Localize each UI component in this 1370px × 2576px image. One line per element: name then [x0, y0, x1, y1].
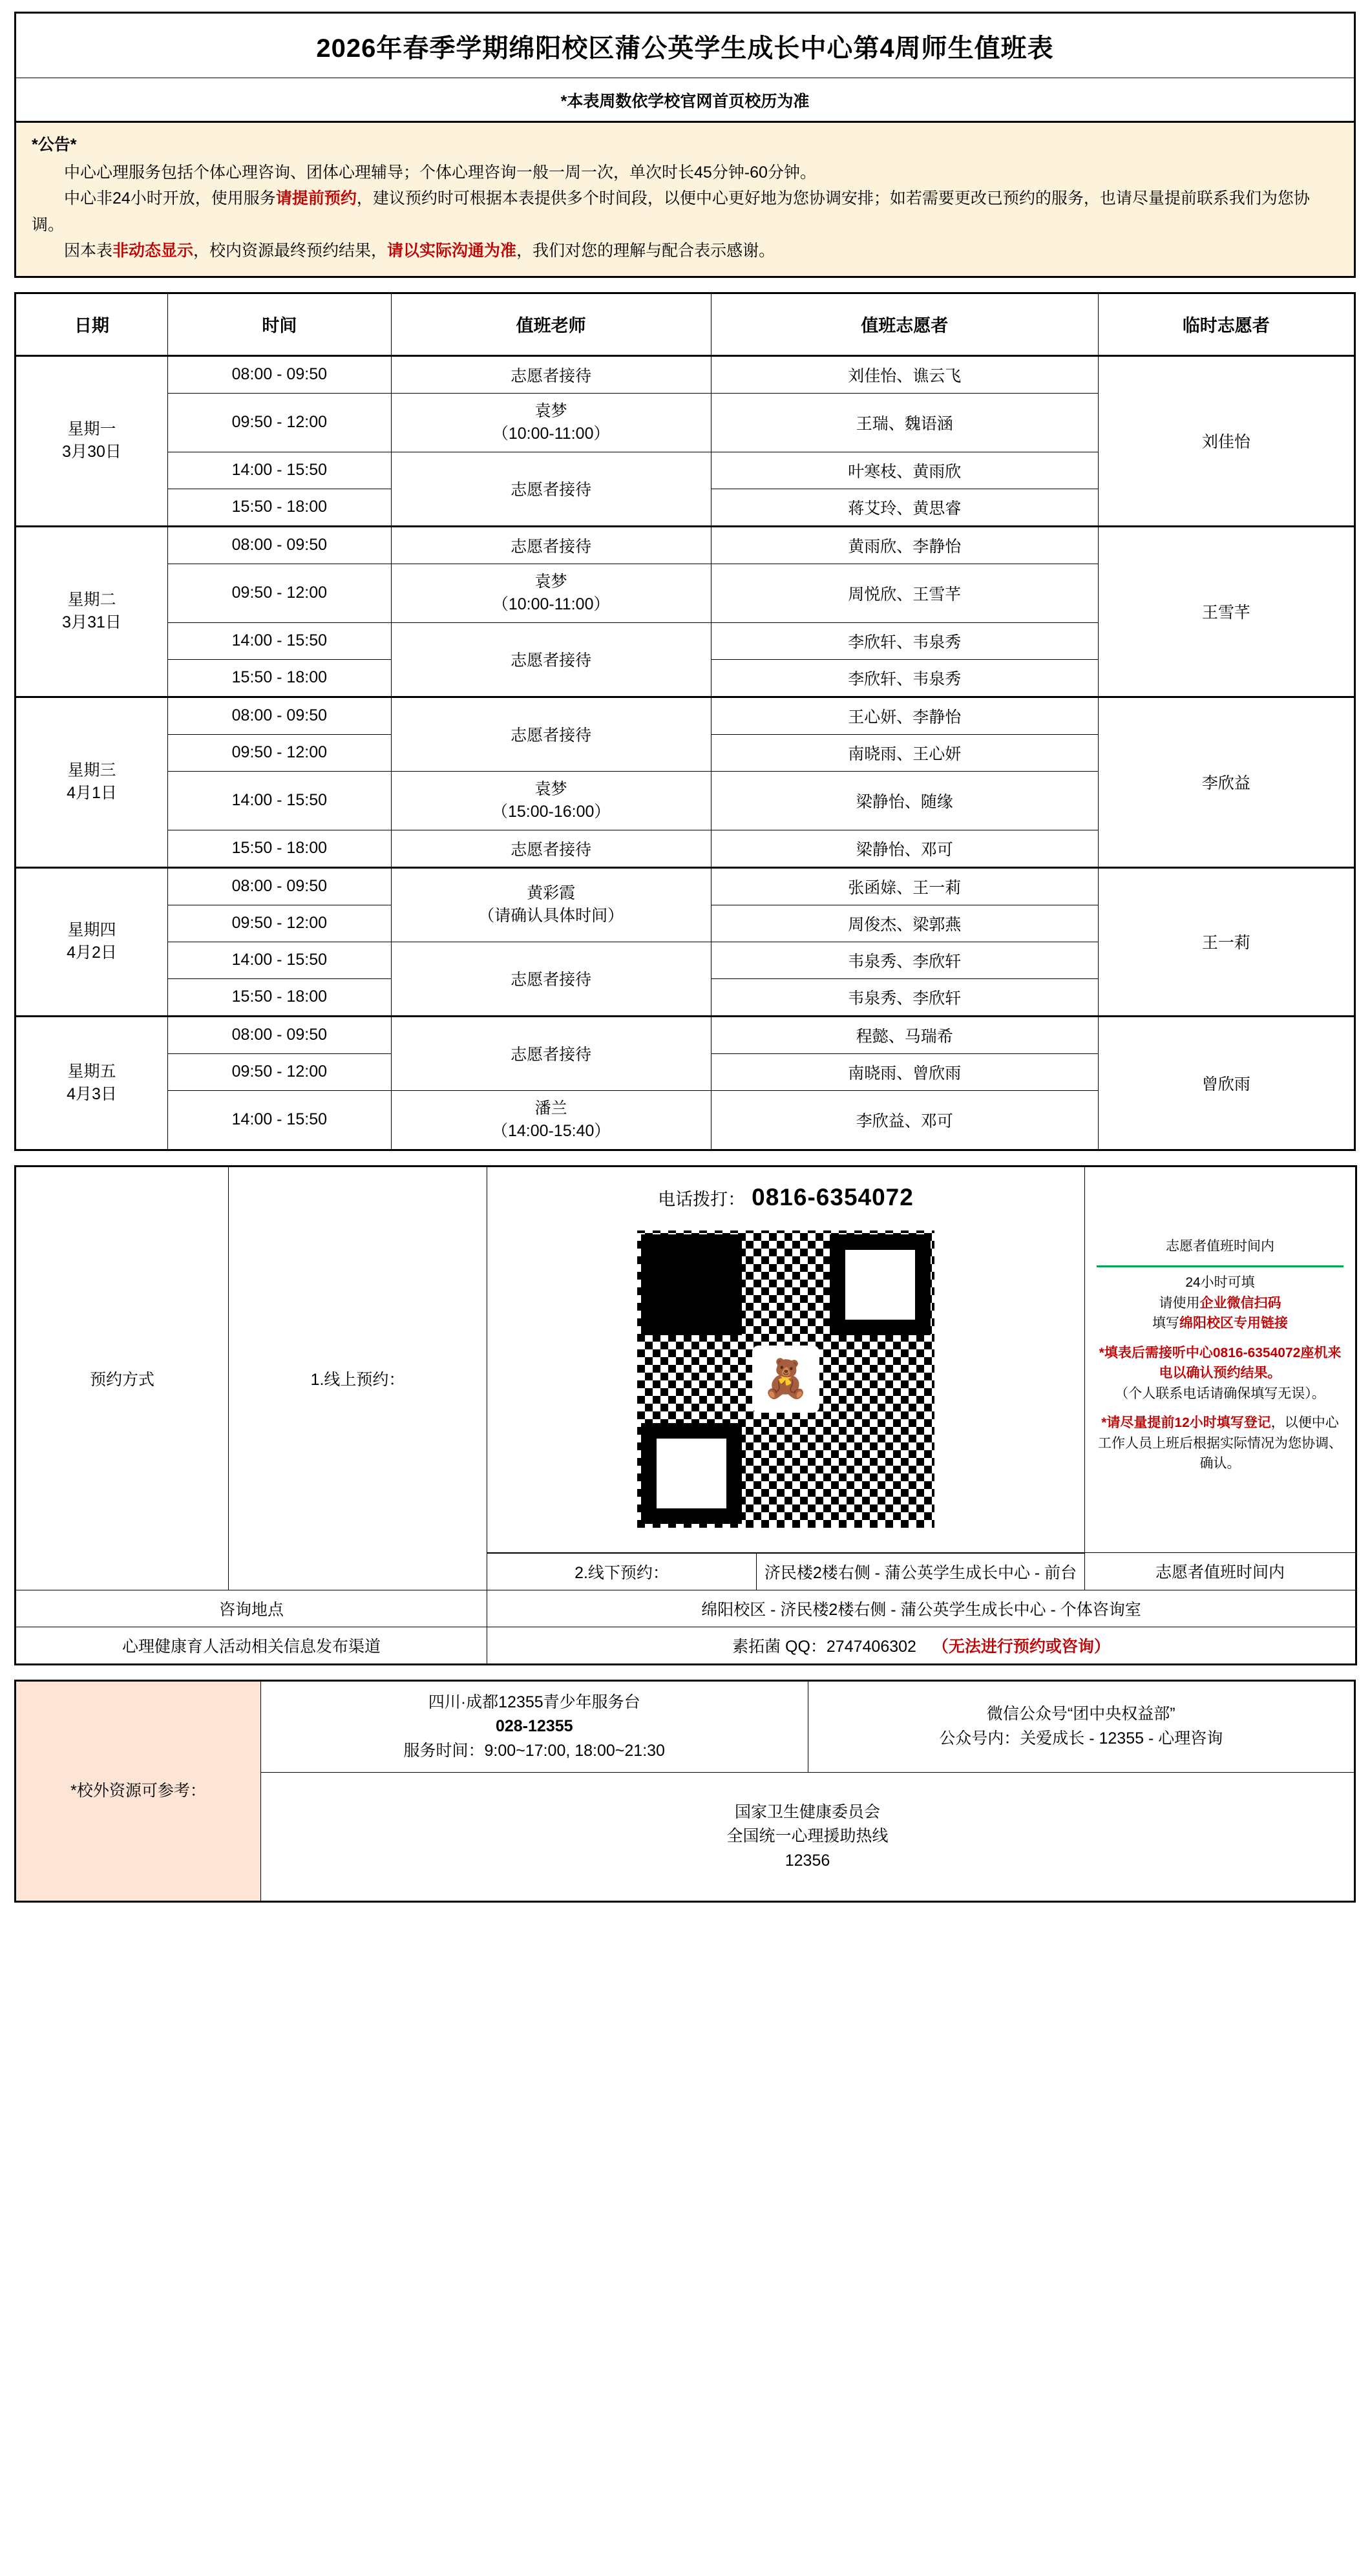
note-wechat-scan [1097, 1293, 1344, 1314]
temp-volunteer-cell: 刘佳怡 [1098, 355, 1354, 526]
advance-notice-red: *请尽量提前12小时填写登记 [1101, 1415, 1271, 1430]
table-row [16, 1680, 1355, 1773]
volunteer-cell: 李欣轩、韦泉秀 [711, 659, 1098, 697]
teacher-cell: 志愿者接待 [391, 452, 711, 526]
booking-online-row [16, 1166, 1356, 1552]
booking-table [14, 1165, 1357, 1665]
teacher-cell [391, 393, 711, 452]
teacher-name: 袁梦 [534, 572, 567, 591]
external-resources-table [14, 1680, 1356, 1903]
temp-volunteer-cell: 王一莉 [1098, 867, 1354, 1016]
teacher-cell: 志愿者接待 [391, 526, 711, 564]
col-header-volunteer: 值班志愿者 [711, 293, 1098, 355]
day-weekday: 星期五 [67, 1062, 116, 1081]
channel-warning: （无法进行预约或咨询） [932, 1637, 1110, 1656]
note-24h: 24小时可填 [1185, 1275, 1255, 1290]
time-slot: 15:50 - 18:00 [168, 830, 392, 867]
notice-line-1-text: 中心心理服务包括个体心理咨询、团体心理辅导；个体心理咨询一般一周一次，单次时长45分钟-60分钟。 [64, 163, 816, 182]
temp-volunteer-cell: 王雪芊 [1098, 526, 1354, 697]
divider-green [1097, 1265, 1344, 1267]
resource-wechat-line2: 公众号内：关爱成长 - 12355 - 心理咨询 [939, 1729, 1223, 1747]
col-header-temp-volunteer: 临时志愿者 [1098, 293, 1354, 355]
time-slot: 08:00 - 09:50 [168, 697, 392, 734]
day-weekday: 星期二 [67, 591, 116, 609]
volunteer-cell: 南晓雨、曾欣雨 [711, 1053, 1098, 1090]
volunteer-cell: 张函媇、王一莉 [711, 867, 1098, 905]
address-row [16, 1590, 1356, 1627]
table-row [487, 1553, 1084, 1590]
day-weekday: 星期三 [67, 761, 116, 779]
day-date: 3月30日 [62, 443, 121, 461]
time-slot: 15:50 - 18:00 [168, 659, 392, 697]
resource-national-number: 12356 [785, 1851, 830, 1870]
teacher-time-note: （14:00-15:40） [491, 1121, 611, 1140]
resource-national-line1: 国家卫生健康委员会 [734, 1802, 880, 1821]
online-booking-label: 1.线上预约： [229, 1166, 487, 1590]
time-slot: 15:50 - 18:00 [168, 489, 392, 526]
notice-line-2b: ，建议预约时可根据本表提供多个时间段，以便中心更好地为您协调安排；如若需要更改已预约的服务，也请尽量提前联系我们为您协调。 [32, 189, 1310, 234]
resource-12355-phone: 028-12355 [495, 1717, 573, 1735]
notice-line-2 [32, 185, 1338, 238]
day-label-fri [16, 1016, 168, 1150]
table-row [16, 1016, 1355, 1053]
page-title: 2026年春季学期绵阳校区蒲公英学生成长中心第4周师生值班表 [316, 34, 1054, 63]
volunteer-cell: 南晓雨、王心妍 [711, 734, 1098, 771]
day-label-thu [16, 867, 168, 1016]
teacher-time-note: （请确认具体时间） [478, 907, 624, 925]
channel-row [16, 1627, 1356, 1664]
volunteer-cell: 周悦欣、王雪芊 [711, 564, 1098, 622]
qr-finder-bottom-left [641, 1423, 742, 1524]
resource-wechat-cell [808, 1680, 1355, 1773]
day-date: 4月2日 [67, 944, 117, 962]
title-bar [14, 12, 1356, 78]
qr-center-logo-icon: 🧸 [752, 1346, 819, 1413]
teacher-cell: 志愿者接待 [391, 942, 711, 1016]
day-date: 4月1日 [67, 784, 117, 802]
day-date: 4月3日 [67, 1084, 117, 1103]
note-campus-link [1097, 1313, 1344, 1334]
col-header-teacher: 值班老师 [391, 293, 711, 355]
table-row [16, 526, 1355, 564]
notice-line-3a: 因本表 [64, 242, 113, 260]
note-campus-link-red: 绵阳校区专用链接 [1179, 1316, 1288, 1331]
subtitle-bar: *本表周数依学校官网首页校历为准 [14, 78, 1356, 121]
notice-block [14, 121, 1356, 278]
note-campus-link-a: 填写 [1152, 1316, 1179, 1331]
notice-line-3 [32, 238, 1338, 264]
teacher-cell [391, 564, 711, 622]
teacher-cell [391, 1090, 711, 1150]
volunteer-cell: 王心妍、李静怡 [711, 697, 1098, 734]
channel-label: 心理健康育人活动相关信息发布渠道 [16, 1627, 487, 1664]
wechat-qr-code[interactable] [628, 1221, 943, 1537]
teacher-cell: 志愿者接待 [391, 830, 711, 867]
teacher-name: 黄彩霞 [527, 884, 576, 902]
address-label: 咨询地点 [16, 1590, 487, 1627]
volunteer-cell: 韦泉秀、李欣轩 [711, 978, 1098, 1016]
external-resources-label: *校外资源可参考： [16, 1680, 261, 1902]
time-slot: 09:50 - 12:00 [168, 734, 392, 771]
time-slot: 14:00 - 15:50 [168, 942, 392, 978]
volunteer-cell: 李欣益、邓可 [711, 1090, 1098, 1150]
booking-label: 预约方式 [16, 1166, 229, 1590]
volunteer-cell: 王瑞、魏语涵 [711, 393, 1098, 452]
channel-value-cell [487, 1627, 1356, 1664]
time-slot: 08:00 - 09:50 [168, 1016, 392, 1053]
teacher-time-note: （15:00-16:00） [491, 802, 611, 821]
volunteer-cell: 梁静怡、随缘 [711, 771, 1098, 830]
qr-instructions [1097, 1272, 1344, 1334]
notice-line-3b: ，校内资源最终预约结果， [193, 242, 388, 260]
notice-line-3-highlight-2: 请以实际沟通为准 [387, 242, 517, 260]
volunteer-cell: 程懿、马瑞希 [711, 1016, 1098, 1053]
table-row [16, 867, 1355, 905]
volunteer-hours-note: 志愿者值班时间内 [1166, 1238, 1274, 1254]
teacher-name: 袁梦 [534, 779, 567, 798]
phone-prefix-label: 电话拨打： [658, 1189, 746, 1209]
confirm-call-red [1097, 1343, 1344, 1384]
notice-line-2a: 中心非24小时开放，使用服务 [64, 189, 276, 207]
offline-inner-table [487, 1553, 1084, 1590]
day-label-mon [16, 355, 168, 526]
volunteer-cell: 黄雨欣、李静怡 [711, 526, 1098, 564]
volunteer-cell: 梁静怡、邓可 [711, 830, 1098, 867]
resource-12355-line1: 四川·成都12355青少年服务台 [428, 1693, 640, 1711]
online-side-note [1090, 1230, 1350, 1490]
time-slot: 14:00 - 15:50 [168, 622, 392, 659]
volunteer-cell: 韦泉秀、李欣轩 [711, 942, 1098, 978]
advance-notice-rest: ，以便中心工作人员上班后根据实际情况为您协调、确认。 [1098, 1415, 1342, 1471]
day-label-tue [16, 526, 168, 697]
advance-notice [1097, 1413, 1344, 1474]
teacher-cell [391, 867, 711, 942]
time-slot: 09:50 - 12:00 [168, 905, 392, 942]
col-header-time: 时间 [168, 293, 392, 355]
time-slot: 09:50 - 12:00 [168, 564, 392, 622]
day-date: 3月31日 [62, 613, 121, 631]
notice-heading: *公告* [32, 136, 77, 154]
table-row [16, 355, 1355, 393]
online-side-note-cell [1085, 1166, 1356, 1552]
time-slot: 08:00 - 09:50 [168, 867, 392, 905]
table-header-row [16, 293, 1355, 355]
volunteer-cell: 蒋艾玲、黄思睿 [711, 489, 1098, 526]
offline-booking-label: 2.线下预约： [487, 1553, 757, 1590]
teacher-cell: 志愿者接待 [391, 355, 711, 393]
volunteer-cell: 刘佳怡、谯云飞 [711, 355, 1098, 393]
offline-booking-row-inner [487, 1552, 1085, 1590]
volunteer-cell: 周俊杰、梁郭燕 [711, 905, 1098, 942]
phone-accuracy-note: （个人联系电话请确保填写无误）。 [1115, 1386, 1325, 1401]
confirm-call-b: 接听中心0816-6354072座机来电以确认预约结果。 [1158, 1345, 1342, 1380]
note-wechat-scan-red: 企业微信扫码 [1199, 1295, 1281, 1311]
teacher-name: 潘兰 [534, 1099, 567, 1117]
time-slot: 15:50 - 18:00 [168, 978, 392, 1016]
temp-volunteer-cell: 曾欣雨 [1098, 1016, 1354, 1150]
resource-wechat-line1: 微信公众号“团中央权益部” [986, 1705, 1175, 1724]
time-slot: 14:00 - 15:50 [168, 771, 392, 830]
address-value: 绵阳校区 - 济民楼2楼右侧 - 蒲公英学生成长中心 - 个体咨询室 [487, 1590, 1356, 1627]
teacher-time-note: （10:00-11:00） [492, 595, 610, 613]
channel-qq: 素拓菌 QQ：2747406302 [732, 1637, 916, 1656]
col-header-date: 日期 [16, 293, 168, 355]
phone-booking-cell [487, 1166, 1085, 1552]
teacher-time-note: （10:00-11:00） [492, 424, 610, 443]
day-weekday: 星期一 [67, 420, 116, 438]
time-slot: 14:00 - 15:50 [168, 452, 392, 489]
temp-volunteer-cell: 李欣益 [1098, 697, 1354, 867]
resource-12355-hours: 服务时间：9:00~17:00, 18:00~21:30 [403, 1741, 665, 1760]
notice-line-2-highlight: 请提前预约 [275, 189, 357, 207]
time-slot: 09:50 - 12:00 [168, 393, 392, 452]
teacher-name: 袁梦 [534, 401, 567, 420]
notice-line-1 [32, 160, 1338, 186]
teacher-cell: 志愿者接待 [391, 622, 711, 697]
offline-booking-value: 济民楼2楼右侧 - 蒲公英学生成长中心 - 前台 [757, 1553, 1085, 1590]
note-wechat-scan-a: 请使用 [1159, 1295, 1200, 1311]
phone-number: 0816-6354072 [752, 1183, 914, 1210]
resource-12355-cell [261, 1680, 808, 1773]
notice-line-3-highlight-1: 非动态显示 [112, 242, 194, 260]
notice-line-3c: ，我们对您的理解与配合表示感谢。 [516, 242, 775, 260]
volunteer-cell: 李欣轩、韦泉秀 [711, 622, 1098, 659]
teacher-cell: 志愿者接待 [391, 1016, 711, 1090]
confirm-call-note [1097, 1343, 1344, 1404]
teacher-cell: 志愿者接待 [391, 697, 711, 771]
table-row [16, 697, 1355, 734]
resource-national-line2: 全国统一心理援助热线 [726, 1827, 889, 1846]
confirm-call-a: *填表后需 [1099, 1345, 1159, 1360]
offline-side-note: 志愿者值班时间内 [1085, 1552, 1356, 1590]
day-label-wed [16, 697, 168, 867]
day-weekday: 星期四 [67, 921, 116, 939]
teacher-cell [391, 771, 711, 830]
phone-line [492, 1174, 1079, 1218]
volunteer-cell: 叶寒枝、黄雨欣 [711, 452, 1098, 489]
time-slot: 14:00 - 15:50 [168, 1090, 392, 1150]
qr-code-wrap [492, 1218, 1079, 1546]
resource-national-cell [261, 1773, 1355, 1902]
duty-schedule-table [14, 292, 1356, 1151]
time-slot: 09:50 - 12:00 [168, 1053, 392, 1090]
time-slot: 08:00 - 09:50 [168, 526, 392, 564]
time-slot: 08:00 - 09:50 [168, 355, 392, 393]
